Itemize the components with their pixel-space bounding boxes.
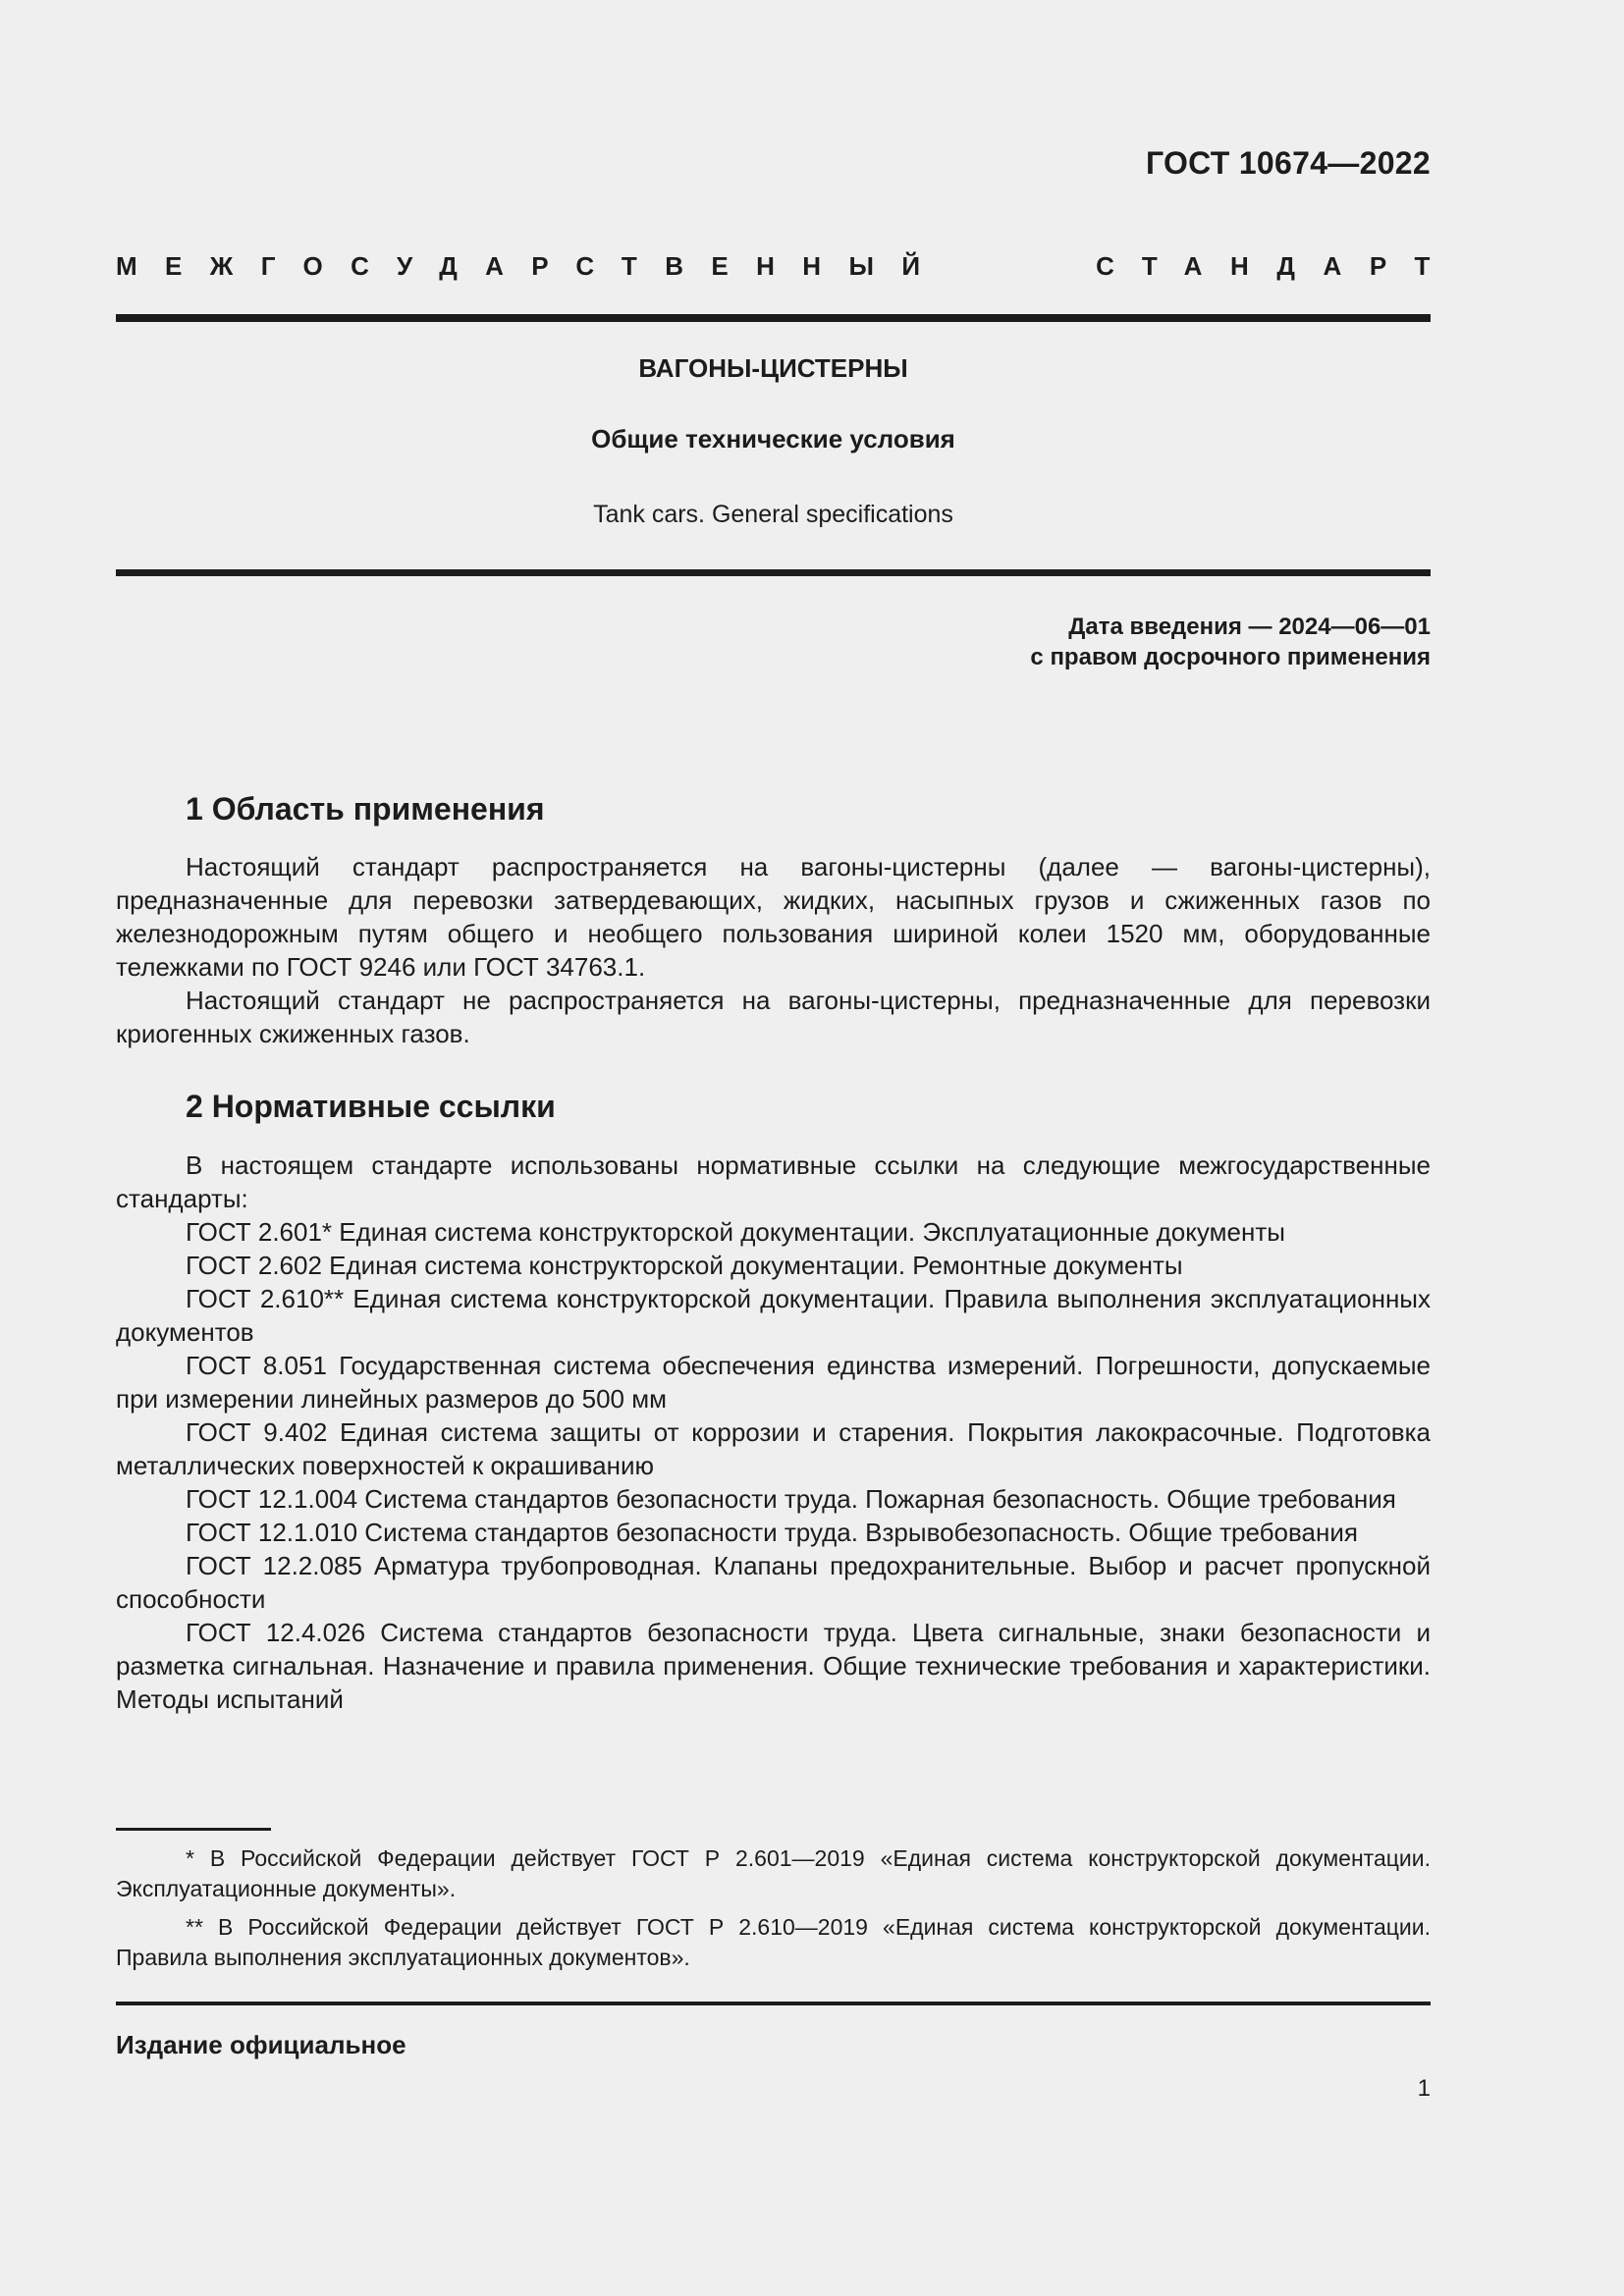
paragraph: Настоящий стандарт не распространяется на вагоны-цистерны, предназначенные для перевозки криогенных сжиженных газов. bbox=[116, 986, 1431, 1048]
footnote-separator bbox=[116, 1828, 271, 1831]
reference-item: ГОСТ 12.2.085 Арматура трубопроводная. Клапаны предохранительные. Выбор и расчет пропускной способности bbox=[116, 1551, 1431, 1614]
interstate-standard-label bbox=[116, 251, 1458, 282]
reference-item: ГОСТ 2.601* Единая система конструкторской документации. Эксплуатационные документы bbox=[186, 1217, 1285, 1247]
section-scope-body bbox=[116, 850, 1431, 1050]
section-references-body bbox=[116, 1148, 1431, 1716]
document-title: ВАГОНЫ-ЦИСТЕРНЫ bbox=[638, 353, 908, 383]
standard-word: СТАНДАРТ bbox=[1096, 251, 1458, 281]
reference-item: ГОСТ 2.610** Единая система конструкторской документации. Правила выполнения эксплуатационных документов bbox=[116, 1284, 1431, 1347]
paragraph: В настоящем стандарте использованы нормативные ссылки на следующие межгосударственные стандарты: bbox=[116, 1150, 1431, 1213]
reference-item: ГОСТ 8.051 Государственная система обеспечения единства измерений. Погрешности, допускаемые при измерении линейных размеров до 500 мм bbox=[116, 1351, 1431, 1414]
page-number: 1 bbox=[1417, 2075, 1431, 2102]
reference-item: ГОСТ 9.402 Единая система защиты от коррозии и старения. Покрытия лакокрасочные. Подготовка металлических поверхностей к окрашиванию bbox=[116, 1417, 1431, 1480]
introduction-date: Дата введения — 2024—06—01 bbox=[1068, 614, 1431, 640]
document-subtitle: Общие технические условия bbox=[591, 424, 955, 454]
document-page bbox=[116, 0, 1458, 2296]
official-edition-label: Издание официальное bbox=[116, 2030, 406, 2059]
reference-item: ГОСТ 12.1.010 Система стандартов безопасности труда. Взрывобезопасность. Общие требования bbox=[186, 1518, 1358, 1547]
paragraph: Настоящий стандарт распространяется на вагоны-цистерны (далее — вагоны-цистерны), предназначенные для перевозки затвердевающих, жидких, насыпных грузов и сжиженных газов по железнодорожным путям общего и необщего пользования шириной колеи 1520 мм, оборудованные тележками по ГОСТ 9246 или ГОСТ 34763.1. bbox=[116, 852, 1431, 982]
footer-rule bbox=[116, 2002, 1431, 2005]
reference-item: ГОСТ 12.4.026 Система стандартов безопасности труда. Цвета сигнальные, знаки безопасности и разметка сигнальная. Назначение и правила применения. Общие технические требования и характеристики. Методы испытаний bbox=[116, 1618, 1431, 1714]
footnotes bbox=[116, 1843, 1431, 1981]
early-application-note: с правом досрочного применения bbox=[1030, 644, 1431, 670]
title-bottom-rule bbox=[116, 569, 1431, 576]
reference-item: ГОСТ 12.1.004 Система стандартов безопасности труда. Пожарная безопасность. Общие требования bbox=[186, 1484, 1396, 1514]
footnote: * В Российской Федерации действует ГОСТ Р 2.601—2019 «Единая система конструкторской документации. Эксплуатационные документы». bbox=[116, 1845, 1431, 1901]
section-heading-references: 2 Нормативные ссылки bbox=[186, 1089, 556, 1124]
section-heading-scope: 1 Область применения bbox=[186, 791, 545, 827]
interstate-word: МЕЖГОСУДАРСТВЕННЫЙ bbox=[116, 251, 948, 281]
top-rule bbox=[116, 314, 1431, 322]
gost-number: ГОСТ 10674—2022 bbox=[1145, 145, 1431, 181]
reference-item: ГОСТ 2.602 Единая система конструкторской документации. Ремонтные документы bbox=[186, 1251, 1183, 1280]
document-english-title: Tank cars. General specifications bbox=[593, 501, 953, 528]
footnote: ** В Российской Федерации действует ГОСТ Р 2.610—2019 «Единая система конструкторской документации. Правила выполнения эксплуатационных документов». bbox=[116, 1914, 1431, 1970]
